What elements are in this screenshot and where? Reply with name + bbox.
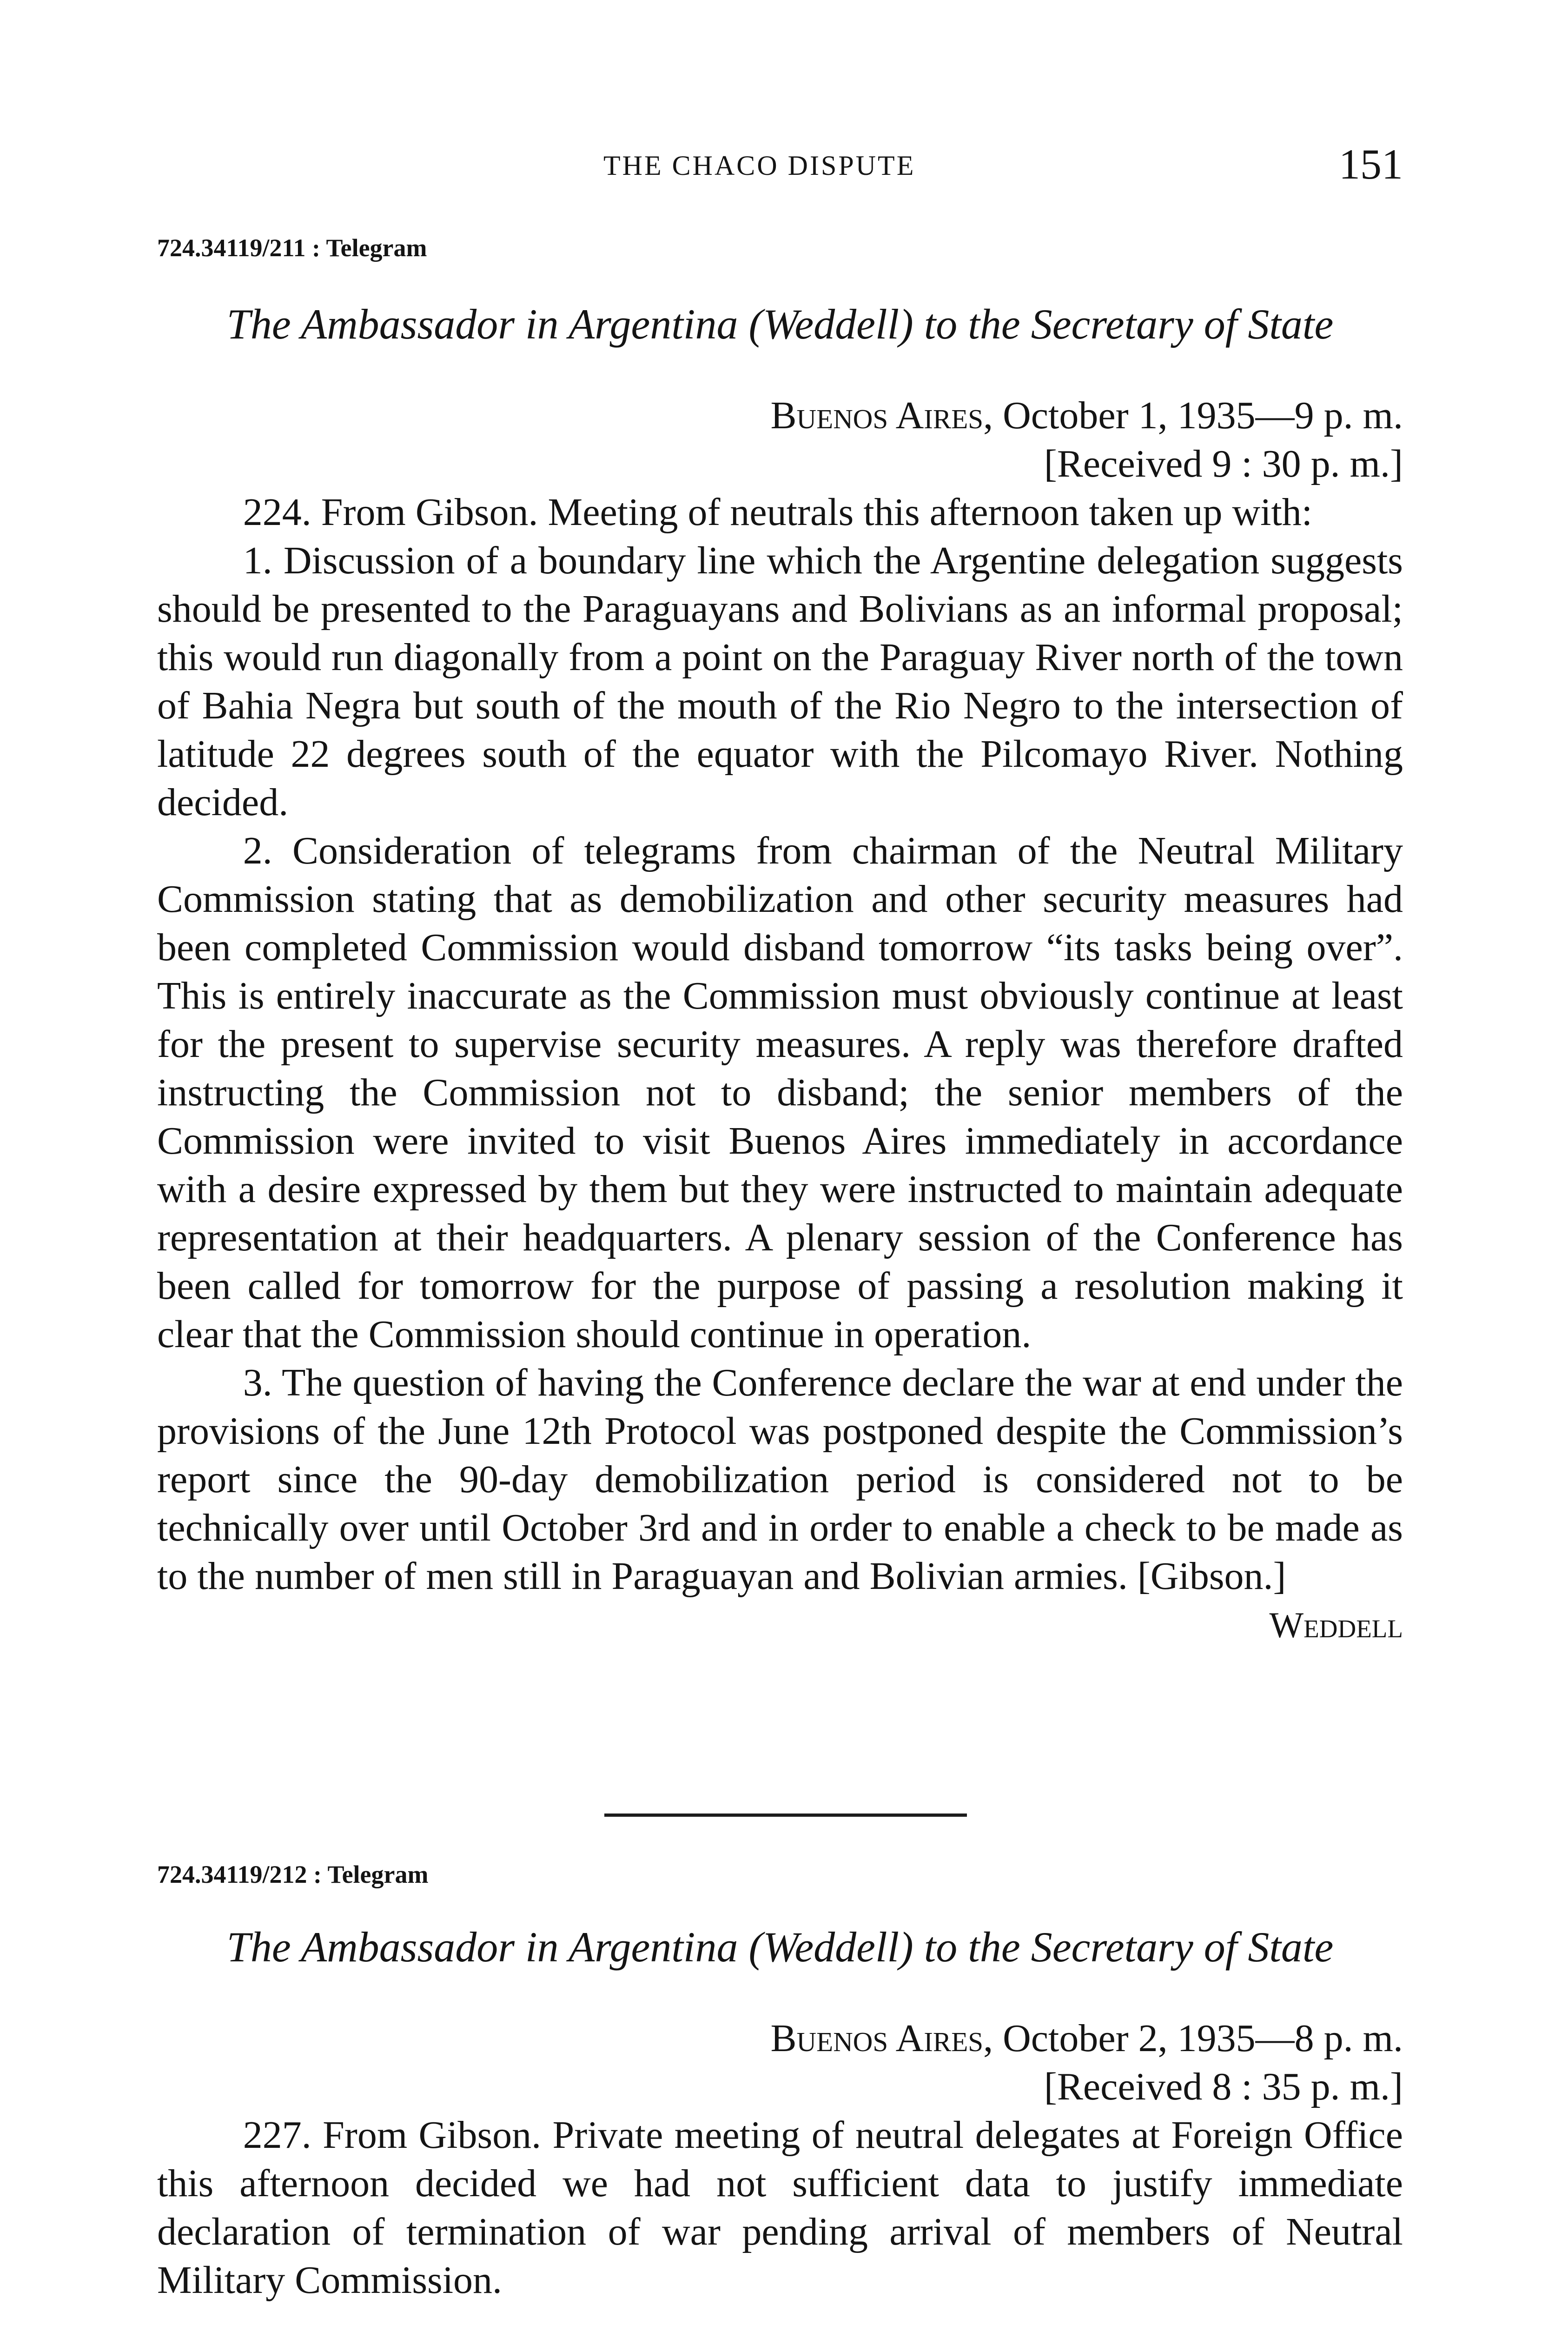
paragraph: 1. Discussion of a boundary line which the Argentine delegation suggests should be presented to the Paraguayans and Bolivians as an informal proposal; this would run diagonally from a point on the Paraguay River north of the town of Bahia Negra but south of the mouth of the Rio Negro to the intersection of latitude 22 degrees south of the equator with the Pilcomayo River. Nothing decided. (157, 539, 1403, 824)
signature: Weddell (1269, 1605, 1403, 1645)
file-reference: 724.34119/212 : Telegram (157, 1860, 429, 1888)
page-number: 151 (1339, 140, 1403, 188)
document-title: The Ambassador in Argentina (Weddell) to the Secretary of State (226, 1923, 1334, 1971)
document-title: The Ambassador in Argentina (Weddell) to the Secretary of State (226, 300, 1334, 348)
telegram-body (157, 488, 1403, 1601)
dateline-date: October 1, 1935—9 p. m. (1003, 394, 1403, 437)
dateline-date: October 2, 1935—8 p. m. (1003, 2017, 1403, 2060)
running-header (157, 140, 1403, 191)
received-time: [Received 8 : 35 p. m.] (1044, 2065, 1403, 2108)
paragraph: 224. From Gibson. Meeting of neutrals this afternoon taken up with: (243, 491, 1313, 534)
paragraph: 3. The question of having the Conference declare the war at end under the provisions of the June 12th Protocol was postponed despite the Commission’s report since the 90-day demobilization period is considered not to be technically over until October 3rd and in order to enable a check to be made as to the number of men still in Paraguayan and Bolivian armies. [Gibson.] (157, 1361, 1403, 1598)
telegram-body (157, 2111, 1403, 2305)
file-reference: 724.34119/211 : Telegram (157, 234, 427, 262)
paragraph: 227. From Gibson. Private meeting of neutral delegates at Foreign Office this afternoon decided we had not sufficient data to justify immediate declaration of termination of war pending arrival of members of Neutral Military Commission. (157, 2113, 1403, 2302)
dateline (157, 2014, 1403, 2063)
paragraph: 2. Consideration of telegrams from chairman of the Neutral Military Commission stating that as demobilization and other security measures had been completed Commission would disband tomorrow “its tasks being over”. This is entirely inaccurate as the Commission must obviously continue at least for the present to supervise security measures. A reply was therefore drafted instructing the Commission not to disband; the senior members of the Commission were invited to visit Buenos Aires immediately in accordance with a desire expressed by them but they were instructed to maintain adequate representation at their headquarters. A plenary session of the Conference has been called for tomorrow for the purpose of passing a resolution making it clear that the Commission should continue in operation. (157, 829, 1403, 1356)
dateline (157, 392, 1403, 440)
section-divider (604, 1814, 967, 1817)
document-2 (157, 1860, 1403, 2305)
received-time: [Received 9 : 30 p. m.] (1044, 442, 1403, 485)
dateline-place: Buenos Aires, (770, 2017, 993, 2060)
dateline-place: Buenos Aires, (770, 394, 993, 437)
running-title: THE CHACO DISPUTE (603, 150, 916, 181)
document-1 (157, 233, 1403, 1646)
